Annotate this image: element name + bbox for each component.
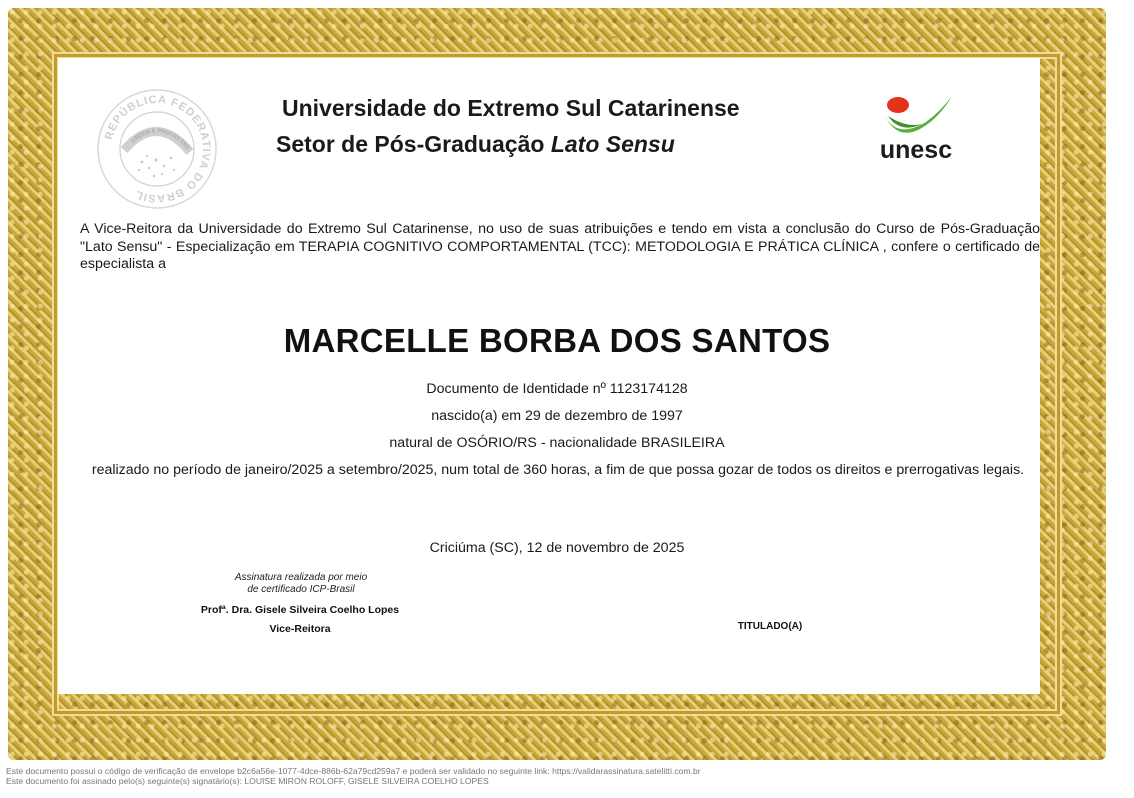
national-seal-icon (94, 88, 220, 210)
signature-note-line2: de certificado ICP-Brasil (247, 584, 355, 595)
signature-note-line1: Assinatura realizada por meio (234, 572, 368, 583)
graduate-signature-label: TITULADO(A) (737, 621, 803, 632)
verification-footer (6, 766, 1126, 786)
certificate-intro: A Vice-Reitora da Universidade do Extremo Sul Catarinense, no uso de suas atribuições e tendo em vista a conclusão do Curso de Pós-Graduação "Lato Sensu" - Especialização em TERAPIA COGNITIVO COMPORTAMENTAL (TCC): METODOLOGIA E PRÁTICA CLÍNICA , confere o certificado de especialista a (80, 221, 1040, 272)
university-title: Universidade do Extremo Sul Catarinense (282, 95, 740, 121)
birth-date: nascido(a) em 29 de dezembro de 1997 (431, 408, 683, 424)
sector-title-italic: Lato Sensu (550, 131, 675, 157)
unesc-logo (866, 90, 966, 162)
sector-title (276, 131, 796, 158)
signer-name: Profª. Dra. Gisele Silveira Coelho Lopes (200, 604, 400, 616)
signer-role: Vice-Reitora (269, 623, 331, 635)
identity-document: Documento de Identidade nº 1123174128 (426, 381, 688, 397)
digital-signature-note (196, 572, 406, 596)
recipient-name: MARCELLE BORBA DOS SANTOS (283, 322, 831, 359)
sector-title-prefix: Setor de Pós-Graduação (276, 131, 551, 157)
course-period: realizado no período de janeiro/2025 a setembro/2025, num total de 360 horas, a fim de que possa gozar de todos os direitos e prerrogativas legais. (91, 462, 1025, 478)
logo-wordmark: unesc (879, 136, 953, 162)
place-and-date: Criciúma (SC), 12 de novembro de 2025 (429, 540, 685, 556)
footer-verification-line: Este documento possui o código de verificação de envelope b2c6a56e-1077-4dce-886b-62a79cd259a7 e poderá ser validado no seguinte link: https://validarassinatura.satelitti.com.br (6, 766, 701, 776)
svg-text:REPÚBLICA FEDERATIVA DO BRASIL (103, 94, 212, 204)
seal-band-text: ORDEM E PROGRESSO (130, 128, 191, 151)
origin-nationality: natural de OSÓRIO/RS - nacionalidade BRASILEIRA (389, 435, 725, 451)
footer-signatories-line: Este documento foi assinado pelo(s) seguinte(s) signatário(s): LOUISE MIRON ROLOFF, GISELE SILVEIRA COELHO LOPES (6, 776, 489, 786)
seal-outer-text: REPÚBLICA FEDERATIVA DO BRASIL (102, 93, 213, 205)
